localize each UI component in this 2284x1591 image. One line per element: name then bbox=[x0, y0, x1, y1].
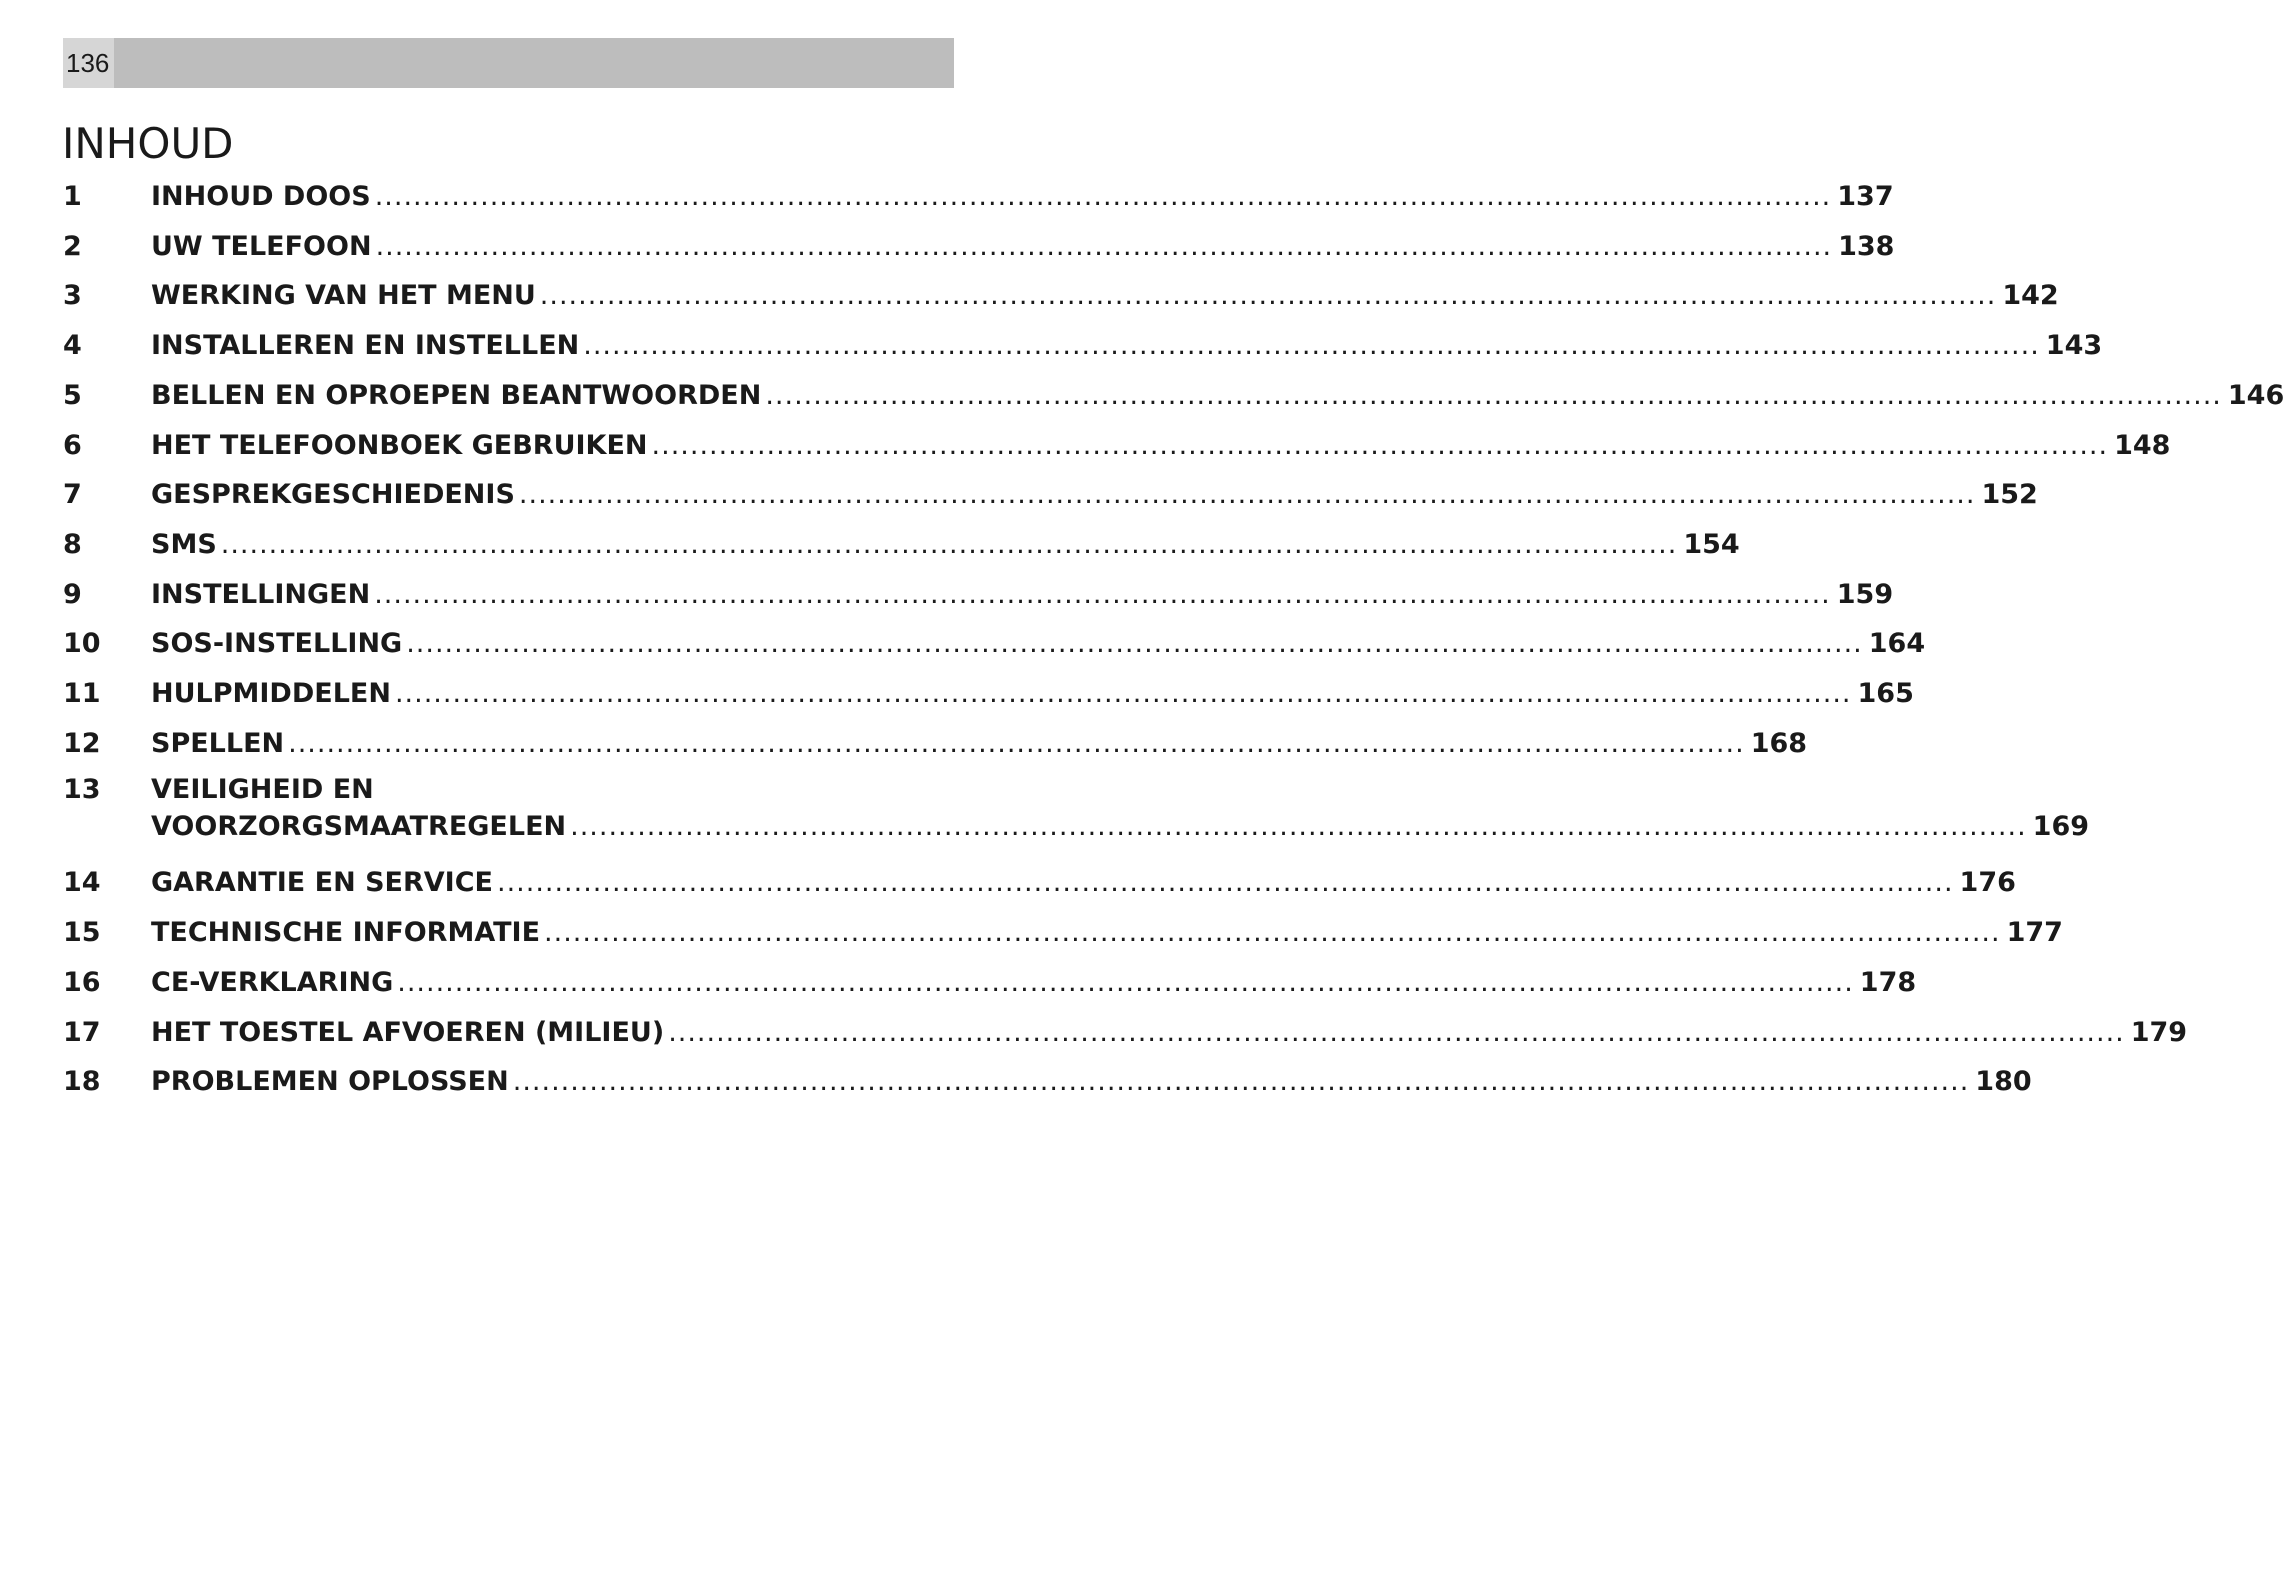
toc-entry-body bbox=[151, 421, 2171, 471]
toc-dot-leader bbox=[652, 421, 2109, 471]
toc-entry-body bbox=[151, 1008, 2188, 1058]
toc-entry-body bbox=[151, 520, 1740, 570]
toc-entry-number: 18 bbox=[63, 1066, 101, 1098]
toc-entry-number: 5 bbox=[63, 379, 82, 411]
toc-entry-line bbox=[151, 858, 2016, 908]
toc-entry-body bbox=[151, 619, 1926, 669]
toc-entry-page: 165 bbox=[1857, 678, 1914, 710]
toc-entry[interactable] bbox=[63, 958, 1917, 1008]
toc-entry[interactable] bbox=[63, 908, 2063, 958]
toc-entry-page: 143 bbox=[2045, 330, 2103, 362]
toc-entry-title: VOORZORGSMAATREGELEN bbox=[151, 811, 567, 843]
toc-entry-number: 15 bbox=[63, 917, 101, 949]
toc-entry-page: 164 bbox=[1868, 628, 1926, 660]
toc-entry-number: 9 bbox=[63, 578, 82, 610]
toc-entry-number: 4 bbox=[63, 330, 82, 362]
toc-entry-title: HET TOESTEL AFVOEREN (MILIEU) bbox=[151, 1016, 665, 1048]
toc-entry-body bbox=[151, 908, 2063, 958]
toc-entry-page: 179 bbox=[2130, 1016, 2188, 1048]
toc-entry-number: 2 bbox=[63, 230, 82, 262]
toc-dot-leader bbox=[288, 719, 1745, 769]
toc-entry-title: SMS bbox=[151, 528, 217, 560]
toc-entry-title: CE-VERKLARING bbox=[151, 966, 394, 998]
toc-entry-title: TECHNISCHE INFORMATIE bbox=[151, 917, 541, 949]
toc-entry-number: 10 bbox=[63, 628, 101, 660]
toc-entry-line bbox=[151, 570, 1894, 620]
toc-entry-line bbox=[151, 222, 1895, 272]
header-bar bbox=[63, 38, 954, 88]
toc-entry[interactable] bbox=[63, 619, 1926, 669]
toc-entry-page: 180 bbox=[1975, 1066, 2032, 1098]
toc-entry-line bbox=[151, 321, 2103, 371]
toc-entry[interactable] bbox=[63, 371, 2284, 421]
toc-entry-number: 16 bbox=[63, 966, 101, 998]
toc-entry[interactable] bbox=[63, 1008, 2188, 1058]
toc-entry-body bbox=[151, 1057, 2032, 1107]
toc-entry-line bbox=[151, 669, 1914, 719]
toc-dot-leader bbox=[570, 808, 2027, 845]
toc-entry-title: GARANTIE EN SERVICE bbox=[151, 867, 493, 899]
toc-entry-line bbox=[151, 421, 2171, 471]
toc-entry[interactable] bbox=[63, 1057, 2032, 1107]
toc-entry[interactable] bbox=[63, 768, 2090, 858]
toc-entry[interactable] bbox=[63, 858, 2016, 908]
toc-entry-page: 159 bbox=[1836, 578, 1894, 610]
toc-entry-title: VEILIGHEID EN bbox=[151, 774, 374, 806]
toc-entry-line bbox=[151, 808, 2090, 845]
toc-dot-leader bbox=[376, 222, 1833, 272]
toc-entry-title: WERKING VAN HET MENU bbox=[151, 280, 536, 312]
toc-entry-body bbox=[151, 222, 1895, 272]
toc-entry-page: 142 bbox=[2002, 280, 2059, 312]
toc-entry-title: SOS-INSTELLING bbox=[151, 628, 403, 660]
page-title: INHOUD bbox=[62, 119, 234, 168]
toc-dot-leader bbox=[397, 958, 1854, 1008]
toc-entry-number: 13 bbox=[63, 774, 101, 806]
toc-entry-page: 177 bbox=[2006, 917, 2063, 949]
toc-dot-leader bbox=[765, 371, 2222, 421]
toc-entry-line bbox=[151, 520, 1740, 570]
toc-entry-line bbox=[151, 271, 2059, 321]
toc-dot-leader bbox=[544, 908, 2001, 958]
toc-entry-title: GESPREKGESCHIEDENIS bbox=[151, 479, 515, 511]
toc-entry[interactable] bbox=[63, 222, 1895, 272]
toc-entry-body bbox=[151, 771, 2090, 845]
toc-entry[interactable] bbox=[63, 172, 1894, 222]
toc-entry-body bbox=[151, 470, 2038, 520]
page-number: 136 bbox=[63, 38, 114, 88]
toc-dot-leader bbox=[497, 858, 1954, 908]
toc-entry-page: 152 bbox=[1981, 479, 2038, 511]
toc-entry-line bbox=[151, 619, 1926, 669]
toc-entry-body bbox=[151, 570, 1894, 620]
toc-entry[interactable] bbox=[63, 719, 1808, 769]
toc-entry-page: 178 bbox=[1859, 966, 1917, 998]
table-of-contents bbox=[63, 172, 2284, 1107]
toc-entry-page: 169 bbox=[2032, 811, 2090, 843]
toc-entry-number: 3 bbox=[63, 280, 82, 312]
toc-entry-body bbox=[151, 669, 1914, 719]
toc-entry[interactable] bbox=[63, 570, 1894, 620]
toc-entry-title: INHOUD DOOS bbox=[151, 181, 371, 212]
toc-entry-body bbox=[151, 321, 2103, 371]
toc-entry-number: 11 bbox=[63, 678, 101, 710]
toc-entry-page: 168 bbox=[1750, 727, 1808, 759]
toc-entry-number: 12 bbox=[63, 727, 101, 759]
toc-entry-line bbox=[151, 371, 2284, 421]
toc-entry-page: 146 bbox=[2227, 379, 2284, 411]
toc-entry-title: SPELLEN bbox=[151, 727, 285, 759]
toc-dot-leader bbox=[221, 520, 1678, 570]
toc-entry-page: 154 bbox=[1683, 528, 1740, 560]
toc-entry-number: 7 bbox=[63, 479, 82, 511]
toc-entry[interactable] bbox=[63, 421, 2171, 471]
toc-entry-body bbox=[151, 858, 2016, 908]
toc-entry-line bbox=[151, 771, 876, 808]
toc-entry-title: HULPMIDDELEN bbox=[151, 678, 391, 710]
toc-dot-leader bbox=[513, 1057, 1970, 1107]
toc-entry-number: 1 bbox=[63, 181, 82, 212]
toc-entry[interactable] bbox=[63, 271, 2059, 321]
toc-entry-title: INSTELLINGEN bbox=[151, 578, 371, 610]
toc-entry-line bbox=[151, 1008, 2188, 1058]
toc-entry-page: 148 bbox=[2114, 429, 2171, 461]
toc-entry-number: 14 bbox=[63, 867, 101, 899]
toc-entry-body bbox=[151, 271, 2059, 321]
toc-dot-leader bbox=[395, 669, 1852, 719]
toc-entry-line bbox=[151, 908, 2063, 958]
toc-entry-body bbox=[151, 719, 1808, 769]
toc-dot-leader bbox=[374, 570, 1831, 620]
toc-entry-number: 8 bbox=[63, 528, 82, 560]
toc-entry-page: 176 bbox=[1959, 867, 2016, 899]
toc-entry-title: PROBLEMEN OPLOSSEN bbox=[151, 1066, 509, 1098]
toc-entry-number: 17 bbox=[63, 1016, 101, 1048]
toc-entry-line bbox=[151, 470, 2038, 520]
toc-entry-title: BELLEN EN OPROEPEN BEANTWOORDEN bbox=[151, 379, 762, 411]
toc-entry[interactable] bbox=[63, 321, 2103, 371]
toc-dot-leader bbox=[375, 172, 1832, 222]
toc-entry-line bbox=[151, 719, 1808, 769]
toc-entry-title: UW TELEFOON bbox=[151, 230, 372, 262]
toc-entry-number: 6 bbox=[63, 429, 82, 461]
toc-entry-page: 137 bbox=[1837, 181, 1894, 212]
toc-dot-leader bbox=[519, 470, 1976, 520]
toc-entry[interactable] bbox=[63, 520, 1740, 570]
toc-entry-line bbox=[151, 1057, 2032, 1107]
toc-dot-leader bbox=[406, 619, 1863, 669]
toc-dot-leader bbox=[540, 271, 1997, 321]
toc-entry[interactable] bbox=[63, 470, 2038, 520]
toc-entry-page: 138 bbox=[1838, 230, 1895, 262]
toc-dot-leader bbox=[583, 321, 2040, 371]
toc-entry-title: INSTALLEREN EN INSTELLEN bbox=[151, 330, 580, 362]
toc-entry-title: HET TELEFOONBOEK GEBRUIKEN bbox=[151, 429, 648, 461]
toc-entry[interactable] bbox=[63, 669, 1914, 719]
toc-entry-body bbox=[151, 172, 1894, 222]
toc-entry-line bbox=[151, 172, 1894, 222]
toc-entry-line bbox=[151, 958, 1917, 1008]
toc-dot-leader bbox=[668, 1008, 2125, 1058]
toc-entry-body bbox=[151, 371, 2284, 421]
toc-entry-body bbox=[151, 958, 1917, 1008]
